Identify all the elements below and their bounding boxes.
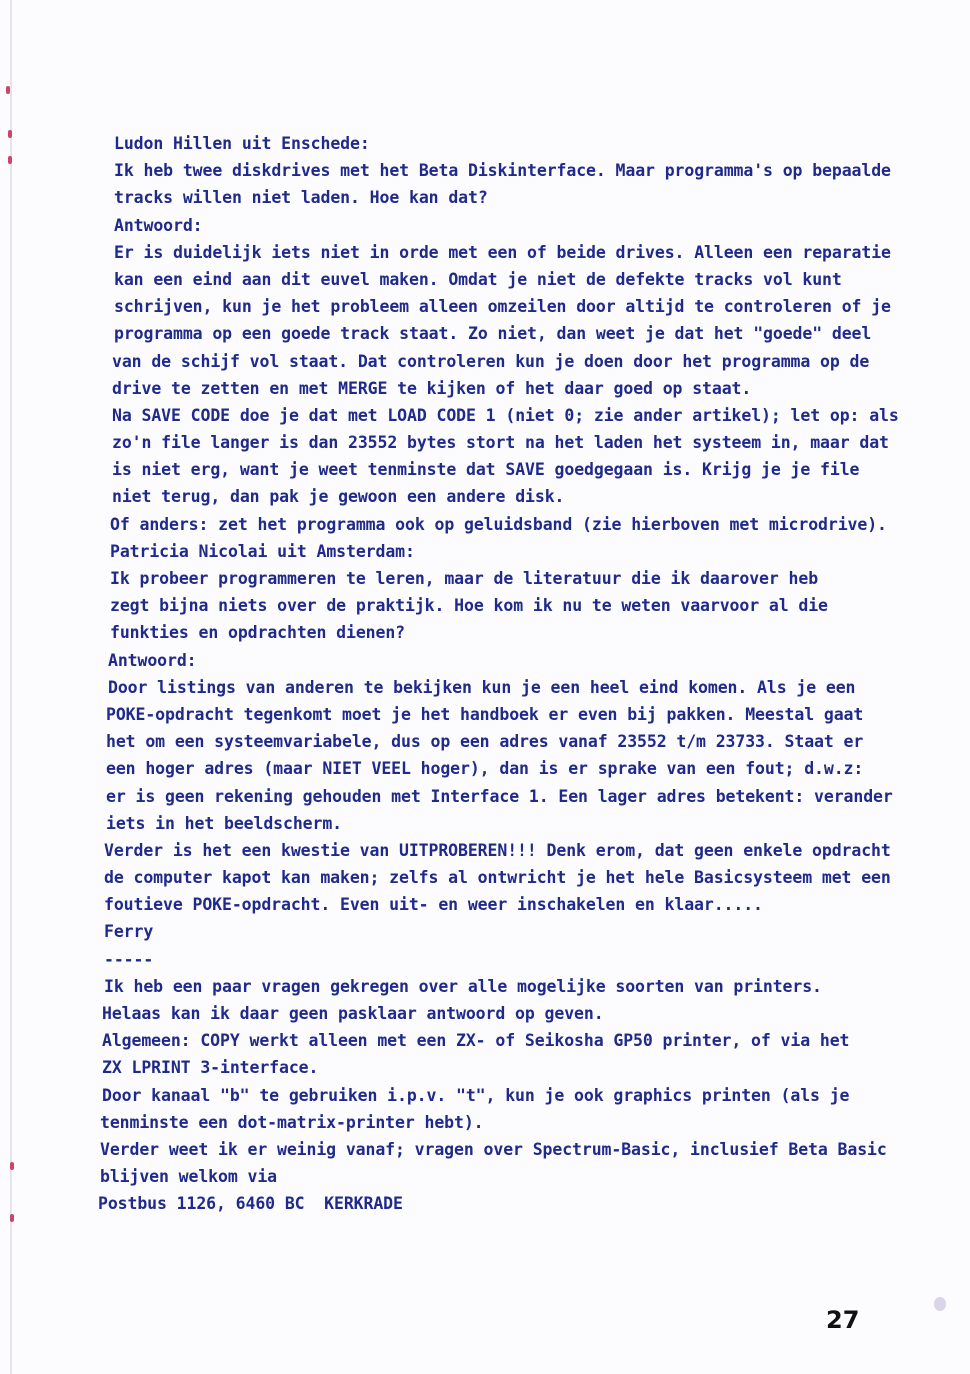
text-line: drive te zetten en met MERGE te kijken of het daar goed op staat. [112, 378, 752, 398]
text-line: funkties en opdrachten dienen? [110, 623, 406, 643]
text-line: er is geen rekening gehouden met Interface 1. Een lager adres betekent: verander [106, 786, 893, 806]
text-line: kan een eind aan dit euvel maken. Omdat je niet de defekte tracks vol kunt [114, 269, 842, 289]
binding-mark [10, 1214, 14, 1222]
text-line: Of anders: zet het programma ook op geluidsband (zie hierboven met microdrive). [110, 514, 887, 534]
text-line: Na SAVE CODE doe je dat met LOAD CODE 1 (niet 0; zie ander artikel); let op: als [112, 405, 899, 425]
text-line: het om een systeemvariabele, dus op een adres vanaf 23552 t/m 23733. Staat er [106, 732, 864, 752]
text-line: ZX LPRINT 3-interface. [102, 1058, 319, 1078]
page-number: 27 [826, 1306, 860, 1334]
article-body [96, 130, 899, 1218]
text-line: programma op een goede track staat. Zo niet, dan weet je dat het "goede" deel [114, 324, 872, 344]
text-line: Ik heb een paar vragen gekregen over alle mogelijke soorten van printers. [104, 976, 822, 996]
text-line: Verder is het een kwestie van UITPROBEREN!!! Denk erom, dat geen enkele opdracht [104, 840, 891, 860]
text-line: Helaas kan ik daar geen pasklaar antwoord op geven. [102, 1004, 604, 1023]
text-line: van de schijf vol staat. Dat controleren kun je doen door het programma op de [112, 351, 870, 371]
text-line: schrijven, kun je het probleem alleen omzeilen door altijd te controleren of je [114, 297, 891, 317]
text-line: Door kanaal "b" te gebruiken i.p.v. "t", kun je ook graphics printen (als je [102, 1085, 850, 1105]
text-line: Patricia Nicolai uit Amsterdam: [110, 541, 415, 561]
text-line: de computer kapot kan maken; zelfs al ontwricht je het hele Basicsysteem met een [104, 868, 891, 888]
text-line: Ik heb twee diskdrives met het Beta Diskinterface. Maar programma's op bepaalde [114, 161, 891, 181]
text-line: Algemeen: COPY werkt alleen met een ZX- of Seikosha GP50 printer, of via het [102, 1031, 850, 1051]
text-line: Antwoord: [108, 650, 197, 670]
text-line: zegt bijna niets over de praktijk. Hoe kom ik nu te weten vaarvoor al die [110, 596, 828, 616]
text-line: Antwoord: [114, 215, 203, 235]
text-line: blijven welkom via [100, 1167, 278, 1187]
text-line: Ik probeer programmeren te leren, maar de literatuur die ik daarover heb [110, 569, 819, 588]
punch-hole [934, 1297, 946, 1311]
text-line: ----- [104, 949, 154, 969]
text-line: tenminste een dot-matrix-printer hebt). [100, 1112, 484, 1132]
text-line: een hoger adres (maar NIET VEEL hoger), dan is er sprake van een fout; d.w.z: [106, 759, 864, 779]
text-line: POKE-opdracht tegenkomt moet je het handboek er even bij pakken. Meestal gaat [106, 704, 864, 724]
text-line: Ludon Hillen uit Enschede: [114, 134, 370, 153]
binding-mark [6, 86, 10, 94]
text-line: Er is duidelijk iets niet in orde met een of beide drives. Alleen een reparatie [114, 242, 891, 262]
text-line: foutieve POKE-opdracht. Even uit- en weer inschakelen en klaar..... [104, 895, 763, 915]
text-line: niet terug, dan pak je gewoon een andere disk. [112, 487, 565, 507]
text-line: is niet erg, want je weet tenminste dat SAVE goedgegaan is. Krijg je je file [112, 460, 860, 480]
text-line: iets in het beeldscherm. [106, 813, 343, 833]
binding-mark [10, 1162, 14, 1170]
text-line: Verder weet ik er weinig vanaf; vragen over Spectrum-Basic, inclusief Beta Basic [100, 1139, 887, 1159]
binding-mark [8, 130, 12, 138]
text-line: zo'n file langer is dan 23552 bytes stort na het laden het systeem in, maar dat [112, 433, 889, 453]
text-line: Door listings van anderen te bekijken kun je een heel eind komen. Als je een [108, 677, 856, 697]
text-line: tracks willen niet laden. Hoe kan dat? [114, 188, 488, 208]
binding-mark [8, 156, 12, 164]
text-line: Postbus 1126, 6460 BC KERKRADE [98, 1194, 403, 1214]
text-line: Ferry [104, 922, 154, 942]
